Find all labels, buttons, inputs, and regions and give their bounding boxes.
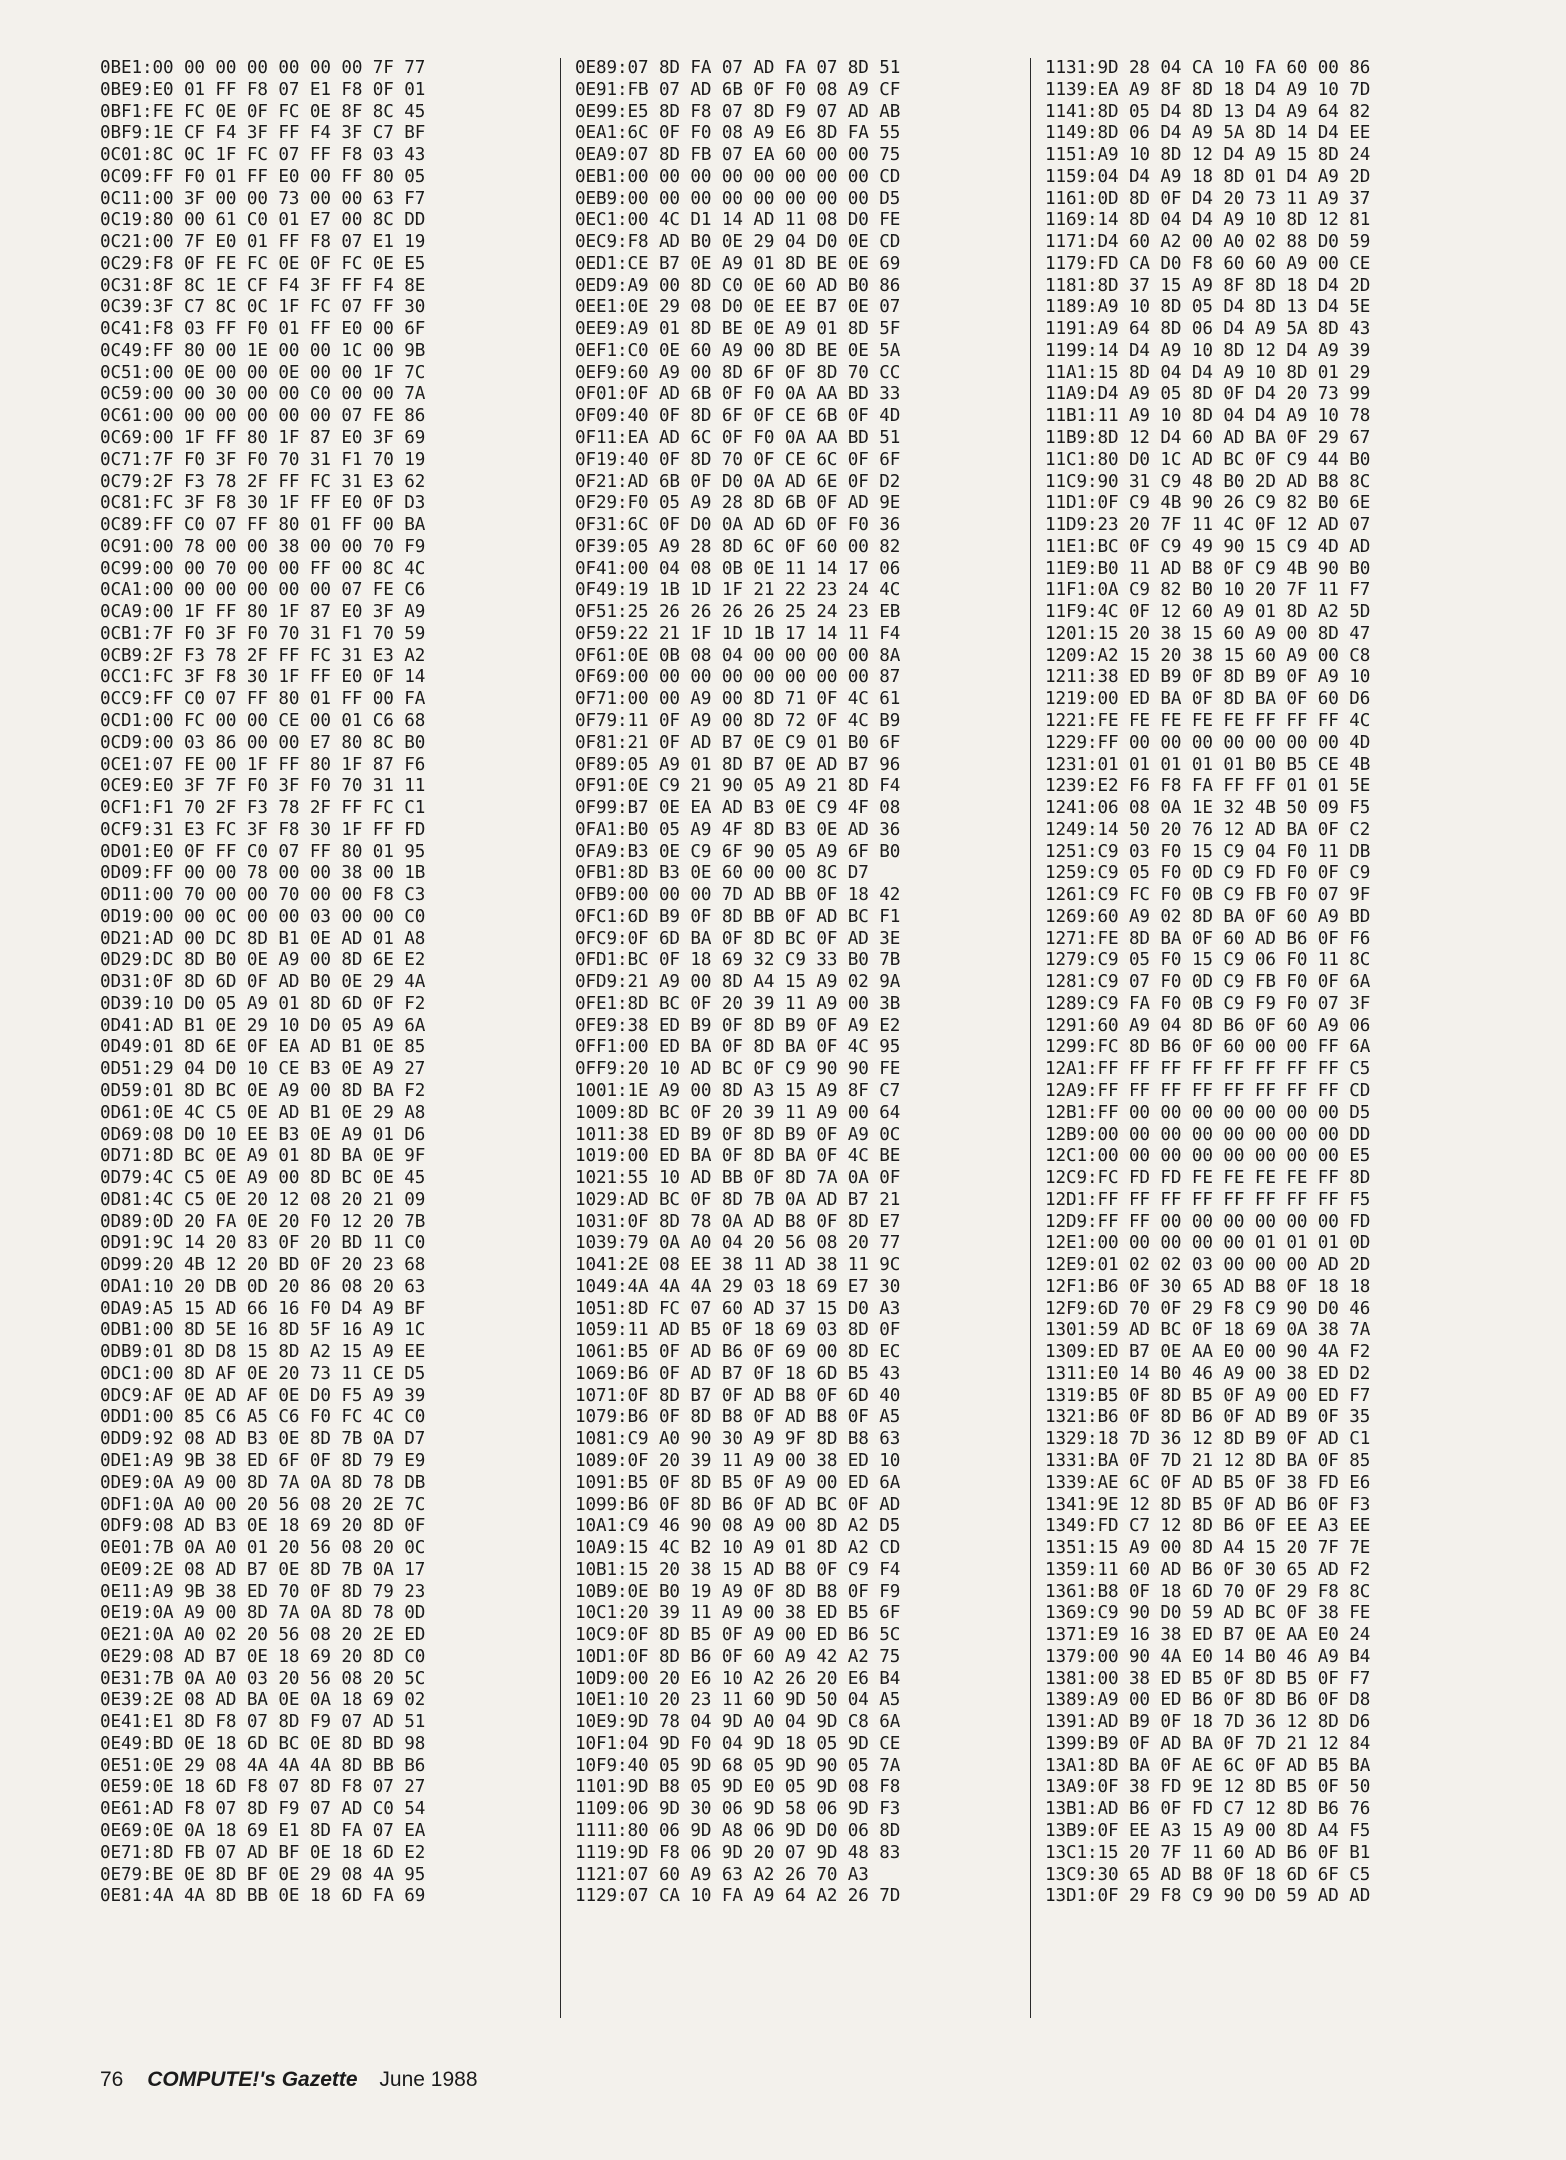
listing-line: 1241:06 08 0A 1E 32 4B 50 09 F5	[1045, 798, 1371, 819]
listing-line: 13B9:0F EE A3 15 A9 00 8D A4 F5	[1045, 1821, 1371, 1842]
listing-line: 0D91:9C 14 20 83 0F 20 BD 11 C0	[100, 1233, 426, 1254]
issue-date: June 1988	[379, 2068, 478, 2091]
listing-line: 1041:2E 08 EE 38 11 AD 38 11 9C	[575, 1255, 901, 1276]
listing-line: 0F19:40 0F 8D 70 0F CE 6C 0F 6F	[575, 449, 901, 470]
listing-line: 12B1:FF 00 00 00 00 00 00 00 D5	[1045, 1102, 1371, 1123]
listing-line: 0F69:00 00 00 00 00 00 00 00 87	[575, 667, 901, 688]
listing-line: 0EE1:0E 29 08 D0 0E EE B7 0E 07	[575, 297, 901, 318]
listing-line: 0FC1:6D B9 0F 8D BB 0F AD BC F1	[575, 906, 901, 927]
listing-line: 0C69:00 1F FF 80 1F 87 E0 3F 69	[100, 428, 426, 449]
listing-line: 0F59:22 21 1F 1D 1B 17 14 11 F4	[575, 623, 901, 644]
listing-line: 0EC1:00 4C D1 14 AD 11 08 D0 FE	[575, 210, 901, 231]
listing-line: 0E39:2E 08 AD BA 0E 0A 18 69 02	[100, 1690, 426, 1711]
listing-line: 1119:9D F8 06 9D 20 07 9D 48 83	[575, 1842, 901, 1863]
listing-line: 0FE1:8D BC 0F 20 39 11 A9 00 3B	[575, 993, 901, 1014]
listing-line: 0C89:FF C0 07 FF 80 01 FF 00 BA	[100, 515, 426, 536]
listing-line: 0FA1:B0 05 A9 4F 8D B3 0E AD 36	[575, 819, 901, 840]
listing-line: 1189:A9 10 8D 05 D4 8D 13 D4 5E	[1045, 297, 1371, 318]
listing-line: 0C29:F8 0F FE FC 0E 0F FC 0E E5	[100, 253, 426, 274]
listing-line: 0CD9:00 03 86 00 00 E7 80 8C B0	[100, 732, 426, 753]
listing-line: 0BE9:E0 01 FF F8 07 E1 F8 0F 01	[100, 79, 426, 100]
magazine-title: COMPUTE!'s Gazette	[147, 2068, 358, 2091]
listing-line: 0DE1:A9 9B 38 ED 6F 0F 8D 79 E9	[100, 1451, 426, 1471]
listing-line: 1219:00 ED BA 0F 8D BA 0F 60 D6	[1045, 689, 1371, 710]
listing-line: 0ED1:CE B7 0E A9 01 8D BE 0E 69	[575, 253, 901, 274]
listing-line: 12F1:B6 0F 30 65 AD B8 0F 18 18	[1045, 1276, 1371, 1297]
listing-line: 0C81:FC 3F F8 30 1F FF E0 0F D3	[100, 493, 426, 514]
listing-line: 0CC1:FC 3F F8 30 1F FF E0 0F 14	[100, 667, 426, 688]
listing-line: 0D71:8D BC 0E A9 01 8D BA 0E 9F	[100, 1146, 426, 1167]
listing-line: 0C91:00 78 00 00 38 00 00 70 F9	[100, 536, 426, 557]
listing-line: 12B9:00 00 00 00 00 00 00 00 DD	[1045, 1124, 1371, 1145]
listing-line: 0E41:E1 8D F8 07 8D F9 07 AD 51	[100, 1712, 426, 1733]
listing-line: 1261:C9 FC F0 0B C9 FB F0 07 9F	[1045, 885, 1371, 906]
listing-line: 12E1:00 00 00 00 00 01 01 01 0D	[1045, 1233, 1371, 1254]
listing-line: 0E59:0E 18 6D F8 07 8D F8 07 27	[100, 1777, 426, 1798]
listing-line: 0D21:AD 00 DC 8D B1 0E AD 01 A8	[100, 928, 426, 949]
listing-line: 0BF1:FE FC 0E 0F FC 0E 8F 8C 45	[100, 101, 426, 122]
listing-line: 0BF9:1E CF F4 3F FF F4 3F C7 BF	[100, 123, 426, 144]
listing-line: 1091:B5 0F 8D B5 0F A9 00 ED 6A	[575, 1472, 901, 1493]
listing-line: 0D61:0E 4C C5 0E AD B1 0E 29 A8	[100, 1102, 426, 1123]
listing-line: 1361:B8 0F 18 6D 70 0F 29 F8 8C	[1045, 1581, 1371, 1602]
listing-line: 1211:38 ED B9 0F 8D B9 0F A9 10	[1045, 667, 1371, 688]
listing-line: 0C61:00 00 00 00 00 00 07 FE 86	[100, 406, 426, 427]
listing-line: 10C9:0F 8D B5 0F A9 00 ED B6 5C	[575, 1625, 901, 1646]
listing-line: 0D01:E0 0F FF C0 07 FF 80 01 95	[100, 841, 426, 862]
listing-line: 0EF1:C0 0E 60 A9 00 8D BE 0E 5A	[575, 340, 901, 361]
listing-line: 0DA9:A5 15 AD 66 16 F0 D4 A9 BF	[100, 1298, 426, 1319]
listing-line: 0F09:40 0F 8D 6F 0F CE 6B 0F 4D	[575, 406, 901, 427]
listing-line: 1321:B6 0F 8D B6 0F AD B9 0F 35	[1045, 1407, 1371, 1428]
listing-line: 1179:FD CA D0 F8 60 60 A9 00 CE	[1045, 253, 1371, 274]
listing-line: 1121:07 60 A9 63 A2 26 70 A3	[575, 1864, 869, 1885]
listing-line: 11E9:B0 11 AD B8 0F C9 4B 90 B0	[1045, 558, 1371, 579]
listing-line: 1049:4A 4A 4A 29 03 18 69 E7 30	[575, 1276, 901, 1297]
listing-line: 0D59:01 8D BC 0E A9 00 8D BA F2	[100, 1080, 426, 1101]
listing-column-1	[100, 58, 560, 2018]
listing-line: 0CE9:E0 3F 7F F0 3F F0 70 31 11	[100, 776, 426, 797]
listing-line: 1391:AD B9 0F 18 7D 36 12 8D D6	[1045, 1712, 1371, 1733]
listing-line: 0E31:7B 0A A0 03 20 56 08 20 5C	[100, 1668, 426, 1689]
listing-line: 0F71:00 00 A9 00 8D 71 0F 4C 61	[575, 689, 901, 710]
listing-line: 1109:06 9D 30 06 9D 58 06 9D F3	[575, 1799, 901, 1820]
listing-line: 1061:B5 0F AD B6 0F 69 00 8D EC	[575, 1342, 901, 1363]
listing-line: 1199:14 D4 A9 10 8D 12 D4 A9 39	[1045, 340, 1371, 361]
listing-line: 0EF9:60 A9 00 8D 6F 0F 8D 70 CC	[575, 362, 901, 383]
listing-line: 1171:D4 60 A2 00 A0 02 88 D0 59	[1045, 232, 1371, 253]
listing-line: 1201:15 20 38 15 60 A9 00 8D 47	[1045, 623, 1371, 644]
listing-line: 10B9:0E B0 19 A9 0F 8D B8 0F F9	[575, 1581, 901, 1602]
listing-line: 11E1:BC 0F C9 49 90 15 C9 4D AD	[1045, 536, 1371, 557]
listing-line: 0E01:7B 0A A0 01 20 56 08 20 0C	[100, 1538, 426, 1559]
listing-line: 1381:00 38 ED B5 0F 8D B5 0F F7	[1045, 1668, 1371, 1689]
listing-line: 0FF1:00 ED BA 0F 8D BA 0F 4C 95	[575, 1037, 901, 1058]
listing-line: 1271:FE 8D BA 0F 60 AD B6 0F F6	[1045, 928, 1371, 949]
listing-line: 1139:EA A9 8F 8D 18 D4 A9 10 7D	[1045, 79, 1371, 100]
listing-line: 0EA9:07 8D FB 07 EA 60 00 00 75	[575, 145, 901, 166]
listing-line: 1399:B9 0F AD BA 0F 7D 21 12 84	[1045, 1733, 1371, 1754]
listing-line: 0DD9:92 08 AD B3 0E 8D 7B 0A D7	[100, 1429, 426, 1450]
listing-line: 0C59:00 00 30 00 00 C0 00 00 7A	[100, 384, 426, 405]
listing-line: 1059:11 AD B5 0F 18 69 03 8D 0F	[575, 1320, 901, 1341]
listing-line: 0FD9:21 A9 00 8D A4 15 A9 02 9A	[575, 972, 901, 993]
listing-line: 1249:14 50 20 76 12 AD BA 0F C2	[1045, 819, 1371, 840]
listing-line: 1281:C9 07 F0 0D C9 FB F0 0F 6A	[1045, 972, 1371, 993]
listing-line: 0C21:00 7F E0 01 FF F8 07 E1 19	[100, 232, 426, 253]
listing-line: 0E71:8D FB 07 AD BF 0E 18 6D E2	[100, 1842, 426, 1863]
listing-line: 0CA1:00 00 00 00 00 00 07 FE C6	[100, 580, 426, 601]
listing-line: 10C1:20 39 11 A9 00 38 ED B5 6F	[575, 1603, 901, 1624]
listing-line: 10E9:9D 78 04 9D A0 04 9D C8 6A	[575, 1712, 901, 1733]
listing-line: 0F39:05 A9 28 8D 6C 0F 60 00 82	[575, 536, 901, 557]
listing-line: 1291:60 A9 04 8D B6 0F 60 A9 06	[1045, 1015, 1371, 1036]
listing-line: 1009:8D BC 0F 20 39 11 A9 00 64	[575, 1102, 901, 1123]
listing-line: 1341:9E 12 8D B5 0F AD B6 0F F3	[1045, 1494, 1371, 1515]
listing-line: 0D51:29 04 D0 10 CE B3 0E A9 27	[100, 1059, 426, 1080]
listing-line: 0DB1:00 8D 5E 16 8D 5F 16 A9 1C	[100, 1320, 426, 1341]
listing-line: 0E49:BD 0E 18 6D BC 0E 8D BD 98	[100, 1733, 426, 1754]
listing-line: 0D49:01 8D 6E 0F EA AD B1 0E 85	[100, 1037, 426, 1058]
listing-line: 0E19:0A A9 00 8D 7A 0A 8D 78 0D	[100, 1603, 426, 1624]
listing-line: 0CE1:07 FE 00 1F FF 80 1F 87 F6	[100, 754, 426, 775]
listing-line: 10F1:04 9D F0 04 9D 18 05 9D CE	[575, 1733, 901, 1754]
listing-line: 13A1:8D BA 0F AE 6C 0F AD B5 BA	[1045, 1755, 1371, 1776]
listing-line: 1099:B6 0F 8D B6 0F AD BC 0F AD	[575, 1494, 901, 1515]
listing-line: 0D31:0F 8D 6D 0F AD B0 0E 29 4A	[100, 972, 426, 993]
listing-line: 0E79:BE 0E 8D BF 0E 29 08 4A 95	[100, 1864, 426, 1885]
listing-line: 1279:C9 05 F0 15 C9 06 F0 11 8C	[1045, 950, 1371, 971]
listing-line: 1081:C9 A0 90 30 A9 9F 8D B8 63	[575, 1429, 901, 1450]
listing-line: 0C31:8F 8C 1E CF F4 3F FF F4 8E	[100, 275, 426, 296]
listing-line: 12C1:00 00 00 00 00 00 00 00 E5	[1045, 1146, 1371, 1167]
listing-line: 1231:01 01 01 01 01 B0 B5 CE 4B	[1045, 754, 1371, 775]
listing-line: 1131:9D 28 04 CA 10 FA 60 00 86	[1045, 58, 1371, 78]
listing-line: 0DF1:0A A0 00 20 56 08 20 2E 7C	[100, 1494, 426, 1515]
listing-line: 1071:0F 8D B7 0F AD B8 0F 6D 40	[575, 1385, 901, 1406]
listing-line: 0F29:F0 05 A9 28 8D 6B 0F AD 9E	[575, 493, 901, 514]
listing-line: 0E21:0A A0 02 20 56 08 20 2E ED	[100, 1625, 426, 1646]
listing-line: 0CA9:00 1F FF 80 1F 87 E0 3F A9	[100, 602, 426, 623]
listing-line: 1209:A2 15 20 38 15 60 A9 00 C8	[1045, 645, 1371, 666]
listing-line: 12C9:FC FD FD FE FE FE FE FF 8D	[1045, 1168, 1371, 1189]
listing-line: 1251:C9 03 F0 15 C9 04 F0 11 DB	[1045, 841, 1371, 862]
listing-line: 1111:80 06 9D A8 06 9D D0 06 8D	[575, 1821, 901, 1842]
listing-line: 0CB9:2F F3 78 2F FF FC 31 E3 A2	[100, 645, 426, 666]
listing-line: 0C71:7F F0 3F F0 70 31 F1 70 19	[100, 449, 426, 470]
listing-line: 1349:FD C7 12 8D B6 0F EE A3 EE	[1045, 1516, 1371, 1537]
listing-line: 0E11:A9 9B 38 ED 70 0F 8D 79 23	[100, 1581, 426, 1602]
listing-line: 10D1:0F 8D B6 0F 60 A9 42 A2 75	[575, 1646, 901, 1667]
listing-line: 0F11:EA AD 6C 0F F0 0A AA BD 51	[575, 428, 901, 449]
listing-line: 1379:00 90 4A E0 14 B0 46 A9 B4	[1045, 1646, 1371, 1667]
listing-line: 0F41:00 04 08 0B 0E 11 14 17 06	[575, 558, 901, 579]
listing-line: 1369:C9 90 D0 59 AD BC 0F 38 FE	[1045, 1603, 1371, 1624]
listing-line: 0D11:00 70 00 00 70 00 00 F8 C3	[100, 885, 426, 906]
listing-line: 0D19:00 00 0C 00 00 03 00 00 C0	[100, 906, 426, 927]
listing-line: 0DA1:10 20 DB 0D 20 86 08 20 63	[100, 1276, 426, 1297]
listing-line: 0F99:B7 0E EA AD B3 0E C9 4F 08	[575, 798, 901, 819]
listing-line: 1029:AD BC 0F 8D 7B 0A AD B7 21	[575, 1189, 901, 1210]
listing-line: 0CB1:7F F0 3F F0 70 31 F1 70 59	[100, 623, 426, 644]
listing-line: 0FF9:20 10 AD BC 0F C9 90 90 FE	[575, 1059, 901, 1080]
listing-line: 1371:E9 16 38 ED B7 0E AA E0 24	[1045, 1625, 1371, 1646]
listing-line: 0D89:0D 20 FA 0E 20 F0 12 20 7B	[100, 1211, 426, 1232]
listing-column-2	[560, 58, 1030, 2018]
listing-line: 1039:79 0A A0 04 20 56 08 20 77	[575, 1233, 901, 1254]
listing-line: 0FB1:8D B3 0E 60 00 00 8C D7	[575, 863, 869, 884]
listing-line: 1141:8D 05 D4 8D 13 D4 A9 64 82	[1045, 101, 1371, 122]
listing-line: 1389:A9 00 ED B6 0F 8D B6 0F D8	[1045, 1690, 1371, 1711]
listing-line: 0ED9:A9 00 8D C0 0E 60 AD B0 86	[575, 275, 901, 296]
listing-line: 0DE9:0A A9 00 8D 7A 0A 8D 78 DB	[100, 1472, 426, 1493]
listing-line: 0FB9:00 00 00 7D AD BB 0F 18 42	[575, 885, 901, 906]
listing-line: 0C79:2F F3 78 2F FF FC 31 E3 62	[100, 471, 426, 492]
listing-line: 10B1:15 20 38 15 AD B8 0F C9 F4	[575, 1559, 901, 1580]
listing-line: 10A9:15 4C B2 10 A9 01 8D A2 CD	[575, 1538, 901, 1559]
listing-line: 12E9:01 02 02 03 00 00 00 AD 2D	[1045, 1255, 1371, 1276]
listing-line: 1021:55 10 AD BB 0F 8D 7A 0A 0F	[575, 1168, 901, 1189]
listing-line: 0F21:AD 6B 0F D0 0A AD 6E 0F D2	[575, 471, 901, 492]
listing-line: 12A9:FF FF FF FF FF FF FF FF CD	[1045, 1080, 1371, 1101]
listing-line: 0D09:FF 00 00 78 00 00 38 00 1B	[100, 863, 426, 884]
listing-line: 1169:14 8D 04 D4 A9 10 8D 12 81	[1045, 210, 1371, 231]
listing-line: 0F31:6C 0F D0 0A AD 6D 0F F0 36	[575, 515, 901, 536]
listing-line: 11D9:23 20 7F 11 4C 0F 12 AD 07	[1045, 515, 1371, 536]
listing-line: 0D39:10 D0 05 A9 01 8D 6D 0F F2	[100, 993, 426, 1014]
listing-line: 0E99:E5 8D F8 07 8D F9 07 AD AB	[575, 101, 901, 122]
listing-line: 13A9:0F 38 FD 9E 12 8D B5 0F 50	[1045, 1777, 1371, 1798]
listing-line: 0EC9:F8 AD B0 0E 29 04 D0 0E CD	[575, 232, 901, 253]
listing-line: 0F89:05 A9 01 8D B7 0E AD B7 96	[575, 754, 901, 775]
listing-line: 1221:FE FE FE FE FE FF FF FF 4C	[1045, 710, 1371, 731]
listing-line: 0DC9:AF 0E AD AF 0E D0 F5 A9 39	[100, 1385, 426, 1406]
listing-line: 1319:B5 0F 8D B5 0F A9 00 ED F7	[1045, 1385, 1371, 1406]
listing-line: 11F9:4C 0F 12 60 A9 01 8D A2 5D	[1045, 602, 1371, 623]
listing-line: 0FD1:BC 0F 18 69 32 C9 33 B0 7B	[575, 950, 901, 971]
listing-line: 11A9:D4 A9 05 8D 0F D4 20 73 99	[1045, 384, 1371, 405]
listing-line: 1351:15 A9 00 8D A4 15 20 7F 7E	[1045, 1538, 1371, 1559]
listing-line: 0EB9:00 00 00 00 00 00 00 00 D5	[575, 188, 901, 209]
page-footer	[100, 2068, 478, 2092]
listing-line: 0D69:08 D0 10 EE B3 0E A9 01 D6	[100, 1124, 426, 1145]
listing-line: 0E09:2E 08 AD B7 0E 8D 7B 0A 17	[100, 1559, 426, 1580]
listing-line: 1181:8D 37 15 A9 8F 8D 18 D4 2D	[1045, 275, 1371, 296]
listing-line: 0F51:25 26 26 26 26 25 24 23 EB	[575, 602, 901, 623]
listing-line: 0BE1:00 00 00 00 00 00 00 7F 77	[100, 58, 426, 78]
listing-line: 0E69:0E 0A 18 69 E1 8D FA 07 EA	[100, 1821, 426, 1842]
listing-line: 1089:0F 20 39 11 A9 00 38 ED 10	[575, 1451, 901, 1471]
listing-line: 0E51:0E 29 08 4A 4A 4A 8D BB B6	[100, 1755, 426, 1776]
listing-line: 13C9:30 65 AD B8 0F 18 6D 6F C5	[1045, 1864, 1371, 1885]
listing-column-3	[1030, 58, 1500, 2018]
listing-line: 1191:A9 64 8D 06 D4 A9 5A 8D 43	[1045, 319, 1371, 340]
listing-line: 1011:38 ED B9 0F 8D B9 0F A9 0C	[575, 1124, 901, 1145]
listing-line: 0DB9:01 8D D8 15 8D A2 15 A9 EE	[100, 1342, 426, 1363]
listing-line: 0E29:08 AD B7 0E 18 69 20 8D C0	[100, 1646, 426, 1667]
page-number: 76	[100, 2068, 124, 2091]
listing-line: 0E91:FB 07 AD 6B 0F F0 08 A9 CF	[575, 79, 901, 100]
listing-line: 1129:07 CA 10 FA A9 64 A2 26 7D	[575, 1886, 901, 1907]
listing-line: 0F91:0E C9 21 90 05 A9 21 8D F4	[575, 776, 901, 797]
listing-line: 1309:ED B7 0E AA E0 00 90 4A F2	[1045, 1342, 1371, 1363]
listing-line: 0EA1:6C 0F F0 08 A9 E6 8D FA 55	[575, 123, 901, 144]
listing-line: 0C39:3F C7 8C 0C 1F FC 07 FF 30	[100, 297, 426, 318]
hex-listing	[100, 58, 1500, 2018]
listing-line: 13C1:15 20 7F 11 60 AD B6 0F B1	[1045, 1842, 1371, 1863]
listing-line: 0D99:20 4B 12 20 BD 0F 20 23 68	[100, 1255, 426, 1276]
listing-line: 0CF9:31 E3 FC 3F F8 30 1F FF FD	[100, 819, 426, 840]
listing-line: 12D9:FF FF 00 00 00 00 00 00 FD	[1045, 1211, 1371, 1232]
listing-line: 1311:E0 14 B0 46 A9 00 38 ED D2	[1045, 1363, 1371, 1384]
listing-line: 1151:A9 10 8D 12 D4 A9 15 8D 24	[1045, 145, 1371, 166]
listing-line: 0FA9:B3 0E C9 6F 90 05 A9 6F B0	[575, 841, 901, 862]
listing-line: 1301:59 AD BC 0F 18 69 0A 38 7A	[1045, 1320, 1371, 1341]
listing-line: 11F1:0A C9 82 B0 10 20 7F 11 F7	[1045, 580, 1371, 601]
listing-line: 1331:BA 0F 7D 21 12 8D BA 0F 85	[1045, 1451, 1371, 1471]
listing-line: 0CF1:F1 70 2F F3 78 2F FF FC C1	[100, 798, 426, 819]
listing-line: 1051:8D FC 07 60 AD 37 15 D0 A3	[575, 1298, 901, 1319]
listing-line: 1019:00 ED BA 0F 8D BA 0F 4C BE	[575, 1146, 901, 1167]
listing-line: 1161:0D 8D 0F D4 20 73 11 A9 37	[1045, 188, 1371, 209]
listing-line: 0C49:FF 80 00 1E 00 00 1C 00 9B	[100, 340, 426, 361]
listing-line: 0EE9:A9 01 8D BE 0E A9 01 8D 5F	[575, 319, 901, 340]
listing-line: 0C99:00 00 70 00 00 FF 00 8C 4C	[100, 558, 426, 579]
listing-line: 0E61:AD F8 07 8D F9 07 AD C0 54	[100, 1799, 426, 1820]
listing-line: 10D9:00 20 E6 10 A2 26 20 E6 B4	[575, 1668, 901, 1689]
listing-line: 11B9:8D 12 D4 60 AD BA 0F 29 67	[1045, 428, 1371, 449]
listing-line: 1229:FF 00 00 00 00 00 00 00 4D	[1045, 732, 1371, 753]
listing-line: 0F81:21 0F AD B7 0E C9 01 B0 6F	[575, 732, 901, 753]
listing-line: 10E1:10 20 23 11 60 9D 50 04 A5	[575, 1690, 901, 1711]
listing-line: 0CC9:FF C0 07 FF 80 01 FF 00 FA	[100, 689, 426, 710]
listing-line: 1069:B6 0F AD B7 0F 18 6D B5 43	[575, 1363, 901, 1384]
listing-line: 0F61:0E 0B 08 04 00 00 00 00 8A	[575, 645, 901, 666]
listing-line: 10F9:40 05 9D 68 05 9D 90 05 7A	[575, 1755, 901, 1776]
listing-line: 12D1:FF FF FF FF FF FF FF FF F5	[1045, 1189, 1371, 1210]
listing-line: 0DF9:08 AD B3 0E 18 69 20 8D 0F	[100, 1516, 426, 1537]
listing-line: 0C41:F8 03 FF F0 01 FF E0 00 6F	[100, 319, 426, 340]
listing-line: 1269:60 A9 02 8D BA 0F 60 A9 BD	[1045, 906, 1371, 927]
listing-line: 0D81:4C C5 0E 20 12 08 20 21 09	[100, 1189, 426, 1210]
listing-line: 12F9:6D 70 0F 29 F8 C9 90 D0 46	[1045, 1298, 1371, 1319]
listing-line: 13B1:AD B6 0F FD C7 12 8D B6 76	[1045, 1799, 1371, 1820]
listing-line: 1159:04 D4 A9 18 8D 01 D4 A9 2D	[1045, 166, 1371, 187]
listing-line: 0D29:DC 8D B0 0E A9 00 8D 6E E2	[100, 950, 426, 971]
listing-line: 0D79:4C C5 0E A9 00 8D BC 0E 45	[100, 1168, 426, 1189]
listing-line: 12A1:FF FF FF FF FF FF FF FF C5	[1045, 1059, 1371, 1080]
listing-line: 1001:1E A9 00 8D A3 15 A9 8F C7	[575, 1080, 901, 1101]
listing-line: 1259:C9 05 F0 0D C9 FD F0 0F C9	[1045, 863, 1371, 884]
listing-line: 0EB1:00 00 00 00 00 00 00 00 CD	[575, 166, 901, 187]
listing-line: 1289:C9 FA F0 0B C9 F9 F0 07 3F	[1045, 993, 1371, 1014]
listing-line: 1239:E2 F6 F8 FA FF FF 01 01 5E	[1045, 776, 1371, 797]
listing-line: 1299:FC 8D B6 0F 60 00 00 FF 6A	[1045, 1037, 1371, 1058]
listing-line: 1359:11 60 AD B6 0F 30 65 AD F2	[1045, 1559, 1371, 1580]
listing-line: 0D41:AD B1 0E 29 10 D0 05 A9 6A	[100, 1015, 426, 1036]
listing-line: 0DD1:00 85 C6 A5 C6 F0 FC 4C C0	[100, 1407, 426, 1428]
listing-line: 11B1:11 A9 10 8D 04 D4 A9 10 78	[1045, 406, 1371, 427]
listing-line: 0F79:11 0F A9 00 8D 72 0F 4C B9	[575, 710, 901, 731]
listing-line: 0E81:4A 4A 8D BB 0E 18 6D FA 69	[100, 1886, 426, 1907]
listing-line: 1339:AE 6C 0F AD B5 0F 38 FD E6	[1045, 1472, 1371, 1493]
listing-line: 0CD1:00 FC 00 00 CE 00 01 C6 68	[100, 710, 426, 731]
listing-line: 1149:8D 06 D4 A9 5A 8D 14 D4 EE	[1045, 123, 1371, 144]
listing-line: 0FE9:38 ED B9 0F 8D B9 0F A9 E2	[575, 1015, 901, 1036]
listing-line: 0F01:0F AD 6B 0F F0 0A AA BD 33	[575, 384, 901, 405]
listing-line: 0E89:07 8D FA 07 AD FA 07 8D 51	[575, 58, 901, 78]
listing-line: 0DC1:00 8D AF 0E 20 73 11 CE D5	[100, 1363, 426, 1384]
listing-line: 0C19:80 00 61 C0 01 E7 00 8C DD	[100, 210, 426, 231]
listing-line: 13D1:0F 29 F8 C9 90 D0 59 AD AD	[1045, 1886, 1371, 1907]
listing-line: 1101:9D B8 05 9D E0 05 9D 08 F8	[575, 1777, 901, 1798]
listing-line: 1079:B6 0F 8D B8 0F AD B8 0F A5	[575, 1407, 901, 1428]
listing-line: 0C51:00 0E 00 00 0E 00 00 1F 7C	[100, 362, 426, 383]
listing-line: 0C09:FF F0 01 FF E0 00 FF 80 05	[100, 166, 426, 187]
listing-line: 0C01:8C 0C 1F FC 07 FF F8 03 43	[100, 145, 426, 166]
listing-line: 1031:0F 8D 78 0A AD B8 0F 8D E7	[575, 1211, 901, 1232]
listing-line: 11D1:0F C9 4B 90 26 C9 82 B0 6E	[1045, 493, 1371, 514]
listing-line: 11C9:90 31 C9 48 B0 2D AD B8 8C	[1045, 471, 1371, 492]
listing-line: 0C11:00 3F 00 00 73 00 00 63 F7	[100, 188, 426, 209]
listing-line: 0F49:19 1B 1D 1F 21 22 23 24 4C	[575, 580, 901, 601]
listing-line: 11A1:15 8D 04 D4 A9 10 8D 01 29	[1045, 362, 1371, 383]
listing-line: 1329:18 7D 36 12 8D B9 0F AD C1	[1045, 1429, 1371, 1450]
listing-line: 11C1:80 D0 1C AD BC 0F C9 44 B0	[1045, 449, 1371, 470]
listing-line: 0FC9:0F 6D BA 0F 8D BC 0F AD 3E	[575, 928, 901, 949]
listing-line: 10A1:C9 46 90 08 A9 00 8D A2 D5	[575, 1516, 901, 1537]
